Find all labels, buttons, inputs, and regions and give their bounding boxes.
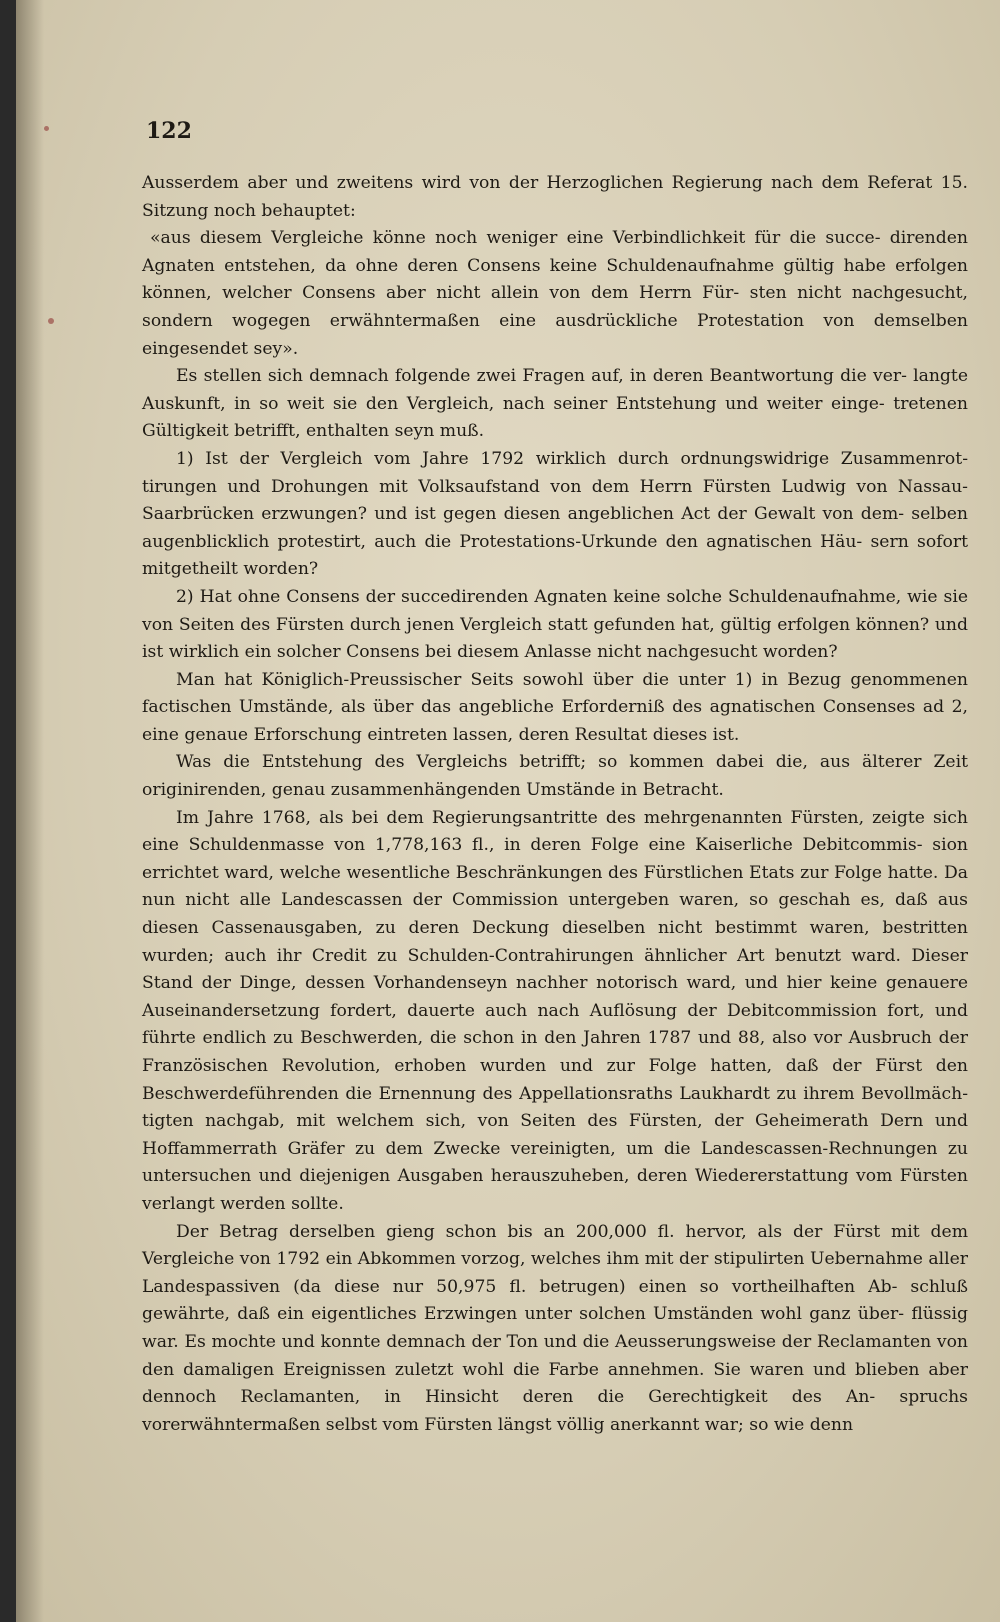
book-page [16,0,1000,1622]
paragraph-1: Ausserdem aber und zweitens wird von der Herzoglichen Regierung nach dem Referat 15. Sitzung noch behauptet: [142,173,968,221]
paragraph-quote: «aus diesem Vergleiche könne noch weniger eine Verbindlichkeit für die succe- direnden Agnaten entstehen, da ohne deren Consens keine Schuldenaufnahme gültig habe erfolgen können, welcher Consens aber nicht allein von dem Herrn Für- sten nicht nachgesucht, sondern wogegen erwähntermaßen eine ausdrückliche Protestation von demselben eingesendet sey». [142,228,968,359]
page-number: 122 [146,118,192,144]
paragraph-7: Was die Entstehung des Vergleichs betrifft; so kommen dabei die, aus älterer Zeit originirenden, genau zusammenhängenden Umstände in Betracht. [142,752,968,801]
ink-spot [48,318,54,324]
paragraph-8: Im Jahre 1768, als bei dem Regierungsantritte des mehrgenannten Fürsten, zeigte sich eine Schuldenmasse von 1,778,163 fl., in deren Folge eine Kaiserliche Debitcommis- sion errichtet ward, welche wesentliche Beschränkungen des Fürstlichen Etats zur Folge hatte. Da nun nicht alle Landescassen der Commission untergeben waren, so geschah es, daß aus diesen Cassenausgaben, zu deren Deckung dieselben nicht bestimmt waren, bestritten wurden; auch ihr Credit zu Schulden-Contrahirungen ähnlicher Art benutzt ward. Dieser Stand der Dinge, dessen Vorhandenseyn nachher notorisch ward, und hier keine genauere Auseinandersetzung fordert, dauerte auch nach Auflösung der Debitcommission fort, und führte endlich zu Beschwerden, die schon in den Jahren 1787 und 88, also vor Ausbruch der Französischen Revolution, erhoben wurden und zur Folge hatten, daß der Fürst den Beschwerdeführenden die Ernennung des Appellationsraths Laukhardt zu ihrem Bevollmäch- tigten nachgab, mit welchem sich, von Seiten des Fürsten, der Geheimerath Dern und Hoffammerrath Gräfer zu dem Zwecke vereinigten, um die Landescassen-Rechnungen zu untersuchen und diejenigen Ausgaben herauszuheben, deren Wiedererstattung vom Fürsten verlangt werden sollte. [142,807,968,1214]
paragraph-3: Es stellen sich demnach folgende zwei Fragen auf, in deren Beantwortung die ver- langte Auskunft, in so weit sie den Vergleich, nach seiner Entstehung und weiter einge- tretenen Gültigkeit betrifft, enthalten seyn muß. [142,366,968,442]
page-text [142,114,968,1439]
ink-spot [44,126,49,131]
question-1: 1) Ist der Vergleich vom Jahre 1792 wirklich durch ordnungswidrige Zusammenrot- tirungen und Drohungen mit Volksaufstand von dem Herrn Fürsten Ludwig von Nassau- Saarbrücken erzwungen? und ist gegen diesen angeblichen Act der Gewalt von dem- selben augenblicklich protestirt, auch die Protestations-Urkunde den agnatischen Häu- sern sofort mitgetheilt worden? [142,448,968,580]
paragraph-6: Man hat Königlich-Preussischer Seits sowohl über die unter 1) in Bezug genommenen factischen Umstände, als über das angebliche Erforderniß des agnatischen Consenses ad 2, eine genaue Erforschung eintreten lassen, deren Resultat dieses ist. [142,669,968,745]
page-edge-shadow [16,0,44,1622]
question-2: 2) Hat ohne Consens der succedirenden Agnaten keine solche Schuldenaufnahme, wie sie von Seiten des Fürsten durch jenen Vergleich statt gefunden hat, gültig erfolgen können? und ist wirklich ein solcher Consens bei diesem Anlasse nicht nachgesucht worden? [142,586,968,663]
paragraph-9: Der Betrag derselben gieng schon bis an 200,000 fl. hervor, als der Fürst mit dem Vergleiche von 1792 ein Abkommen vorzog, welches ihm mit der stipulirten Uebernahme aller Landespassiven (da diese nur 50,975 fl. betrugen) einen so vortheilhaften Ab- schluß gewährte, daß ein eigentliches Erzwingen unter solchen Umständen wohl ganz über- flüssig war. Es mochte und konnte demnach der Ton und die Aeusserungsweise der Reclamanten von den damaligen Ereignissen zuletzt wohl die Farbe annehmen. Sie waren und blieben aber dennoch Reclamanten, in Hinsicht deren die Gerechtigkeit des An- spruchs vorerwähntermaßen selbst vom Fürsten längst völlig anerkannt war; so wie denn [142,1221,968,1435]
